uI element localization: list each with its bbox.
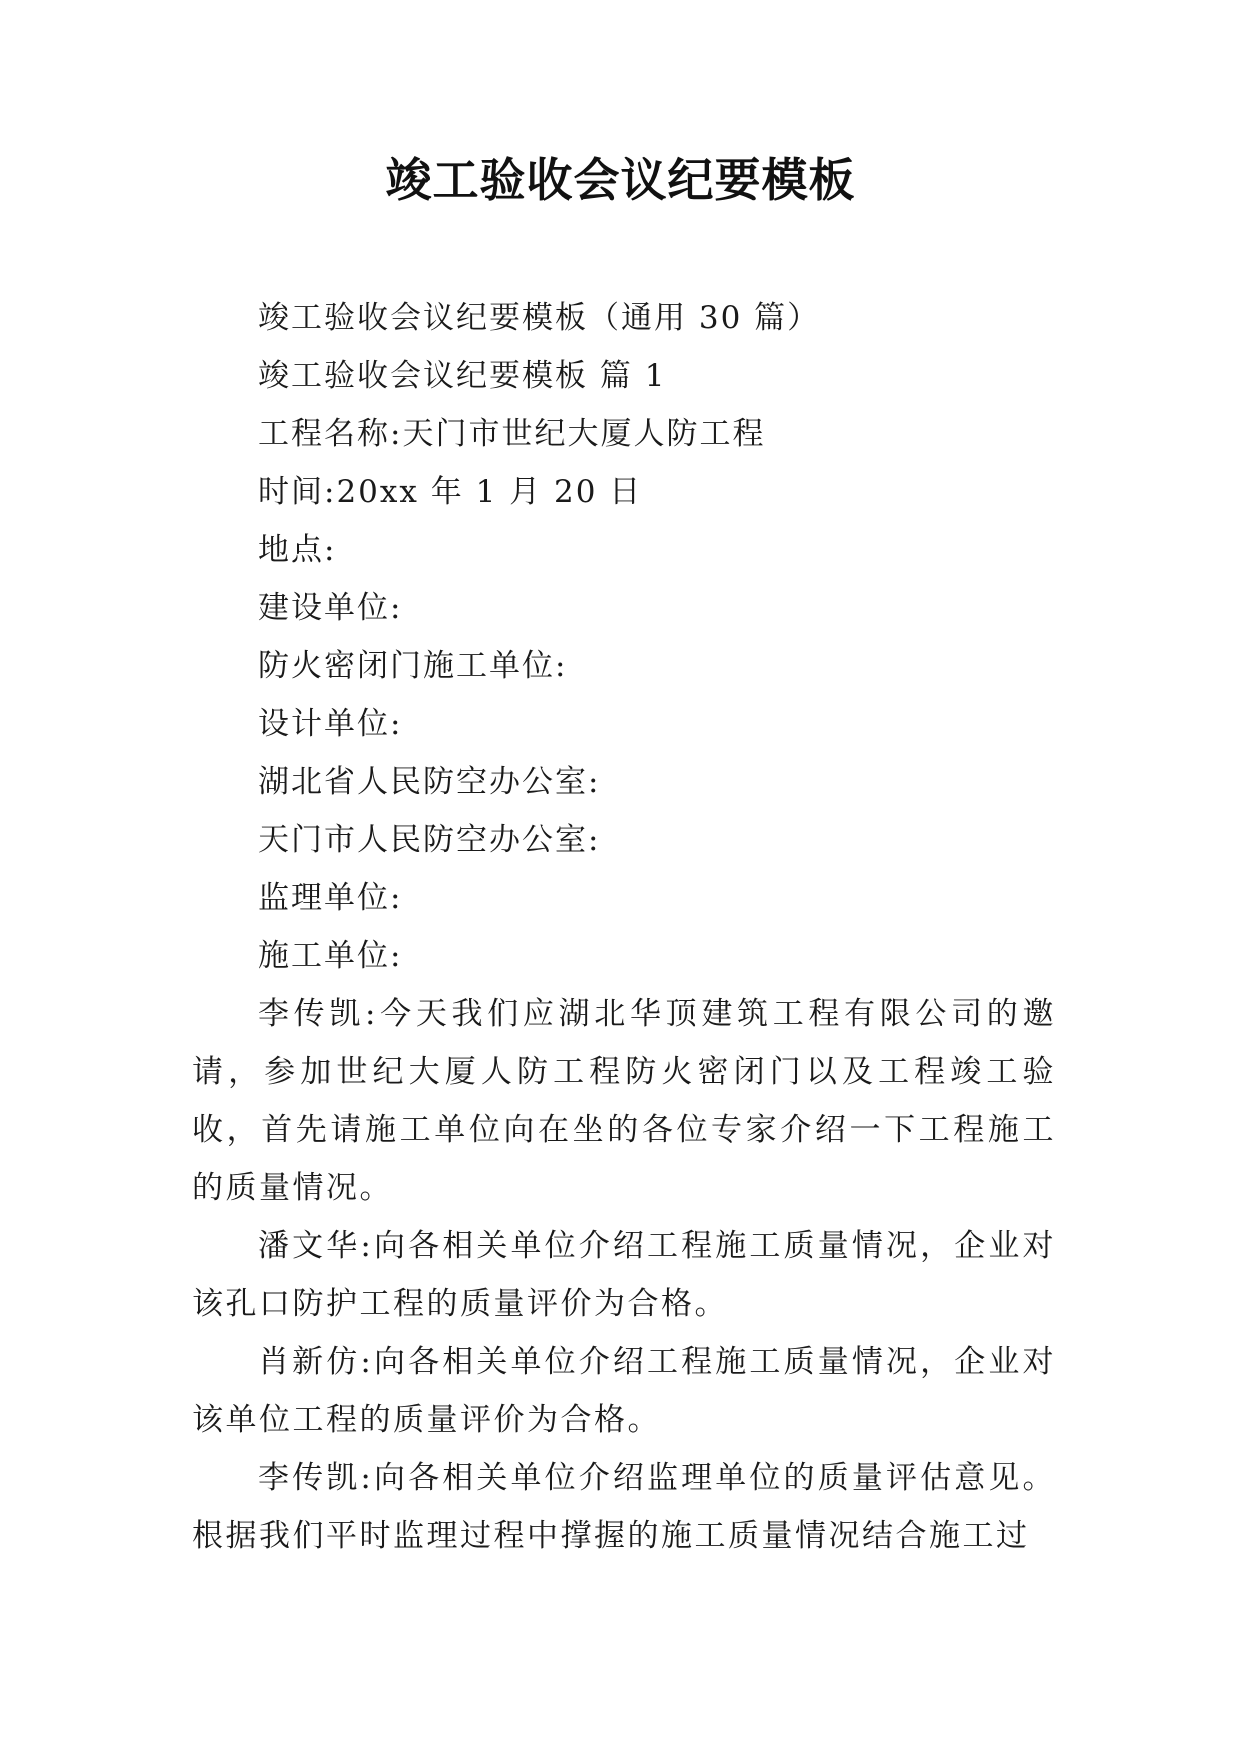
construction-unit-field: 建设单位:: [258, 590, 403, 626]
section-heading: 竣工验收会议纪要模板 篇 1: [258, 358, 667, 394]
location-field: 地点:: [258, 532, 337, 568]
supervision-unit-field: 监理单位:: [258, 880, 403, 916]
minutes-paragraph: 潘文华:向各相关单位介绍工程施工质量情况，企业对该孔口防护工程的质量评价为合格。: [192, 1228, 1056, 1322]
design-unit-field: 设计单位:: [258, 706, 403, 742]
time-field: 时间:20xx 年 1 月 20 日: [258, 474, 643, 510]
minutes-paragraph: 李传凯:向各相关单位介绍监理单位的质量评估意见。根据我们平时监理过程中撑握的施工质量情况结合施工过: [192, 1460, 1056, 1554]
subtitle-line: 竣工验收会议纪要模板（通用 30 篇）: [258, 300, 821, 336]
fire-door-contractor-field: 防火密闭门施工单位:: [258, 648, 568, 684]
hubei-civil-defense-field: 湖北省人民防空办公室:: [258, 764, 601, 800]
document-title: 竣工验收会议纪要模板: [385, 153, 856, 207]
minutes-paragraph: 肖新仿:向各相关单位介绍工程施工质量情况，企业对该单位工程的质量评价为合格。: [192, 1344, 1056, 1438]
contractor-unit-field: 施工单位:: [258, 938, 403, 974]
tianmen-civil-defense-field: 天门市人民防空办公室:: [258, 822, 601, 858]
minutes-paragraph: 李传凯:今天我们应湖北华顶建筑工程有限公司的邀请，参加世纪大厦人防工程防火密闭门以及工程竣工验收，首先请施工单位向在坐的各位专家介绍一下工程施工的质量情况。: [192, 996, 1056, 1206]
project-name-field: 工程名称:天门市世纪大厦人防工程: [258, 416, 766, 452]
document-body: [192, 289, 1056, 1565]
